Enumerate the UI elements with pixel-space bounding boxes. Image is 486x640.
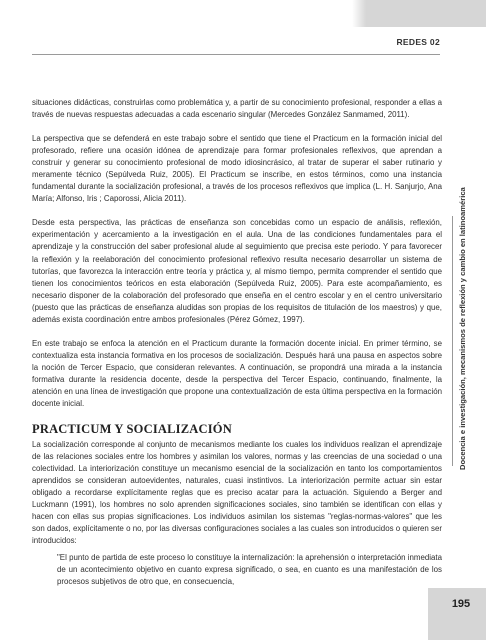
header-rule — [32, 54, 440, 55]
side-title: Docencia e investigación, mecanismos de reflexión y cambio en latinoamérica — [458, 187, 467, 470]
paragraph-3: Desde esta perspectiva, las prácticas de enseñanza son concebidas como un espacio de análisis, reflexión, experimentación y acercamiento a la investigación en el aula. Una de las condiciones fundamentales para el aprendizaje y la construcción del saber profesional alude al seguimiento que precisa este periodo. Y para favorecer la reflexión y la reelaboración del conocimiento profesional reflexivo resulta necesario desarrollar un sistema de tutorías, que favorezca la interacción entre teoría y práctica y, al mismo tiempo, permita comprender el sentido que tienen los conocimientos teóricos en esta elaboración (Sepúlveda Ruiz, 2005). Para este acompañamiento, es necesario disponer de la colaboración del profesorado que enseña en el centro escolar y en el centro universitario (puesto que las prácticas de enseñanza aludidas son propias de los requisitos de titulación de los maestros) y que, además exista coordinación entre ambos profesionales (Pérez Gómez, 1997). — [32, 218, 442, 324]
page-number: 195 — [451, 598, 471, 610]
running-head: REDES 02 — [396, 37, 440, 47]
paragraph-2: La perspectiva que se defenderá en este trabajo sobre el sentido que tiene el Practicum en la formación inicial del profesorado, refiere una ocasión idónea de aprendizaje para formar profesionales reflexivos, que aprendan a construir y generar su conocimiento profesional de modo idiosincrásico, al tratar de superar el saber rutinario y meramente técnico (Sepúlveda Ruiz, 2005). El Practicum se inscribe, en estos términos, como una instancia fundamental durante la socialización profesional, a través de los procesos reflexivos que implica (L. H. Sanjurjo, Ana María; Alfonso, Iris ; Caporossi, Alicia 2011). — [32, 134, 442, 204]
section-title: PRACTICUM Y SOCIALIZACIÓN — [32, 422, 232, 437]
header-corner-block — [366, 0, 486, 27]
side-rule — [452, 216, 453, 466]
block-quote: "El punto de partida de este proceso lo constituye la internalización: la aprehensión o interpretación inmediata de un acontecimiento objetivo en cuanto expresa significado, o sea, en cuanto es una manifestación de los procesos subjetivos de otro que, en consecuencia, — [57, 552, 442, 586]
paragraph-4: En este trabajo se enfoca la atención en el Practicum durante la formación docente inicial. En primer término, se contextualiza esta instancia formativa en los procesos de socialización. Después hará una pausa en aspectos sobre la noción de Tercer Espacio, que consideran relevantes. A continuación, se propondrá una mirada a la instancia formativa durante la residencia docente, desde la perspectiva del Tercer Espacio, continuando, finalmente, la atención en una línea de investigación que propone una contextualización de esta última perspectiva en la formación docente inicial. — [32, 338, 442, 409]
footer-corner-block — [428, 588, 486, 640]
paragraph-1: situaciones didácticas, construirlas como problemática y, a partir de su conocimiento profesional, responder a ellas a través de nuevas respuestas adecuadas a cada escenario singular (Mercedes González Sanmamed, 2011). — [32, 98, 442, 120]
side-title-container — [458, 187, 472, 470]
page-body — [32, 97, 442, 600]
section-paragraph: La socialización corresponde al conjunto de mecanismos mediante los cuales los individuos realizan el aprendizaje de las relaciones sociales entre los hombres y asimilan los valores, normas y las creencias de una sociedad o una colectividad. La interiorización constituye un mecanismo esencial de la socialización en tanto los comportamientos aprendidos se consideran autoevidentes, naturales, cuasi instintivos. La interiorización permite actuar sin estar obligado a recordarse explícitamente reglas que es preciso acatar para la actuación. Siguiendo a Berger and Luckmann (1991), los hombres no solo aprenden significaciones sociales, sino también se identifican con ellas y hacen con ellas sus propias significaciones. Los individuos asimilan los sistemas "reglas-normas-valores" que les son dados, explícitamente o no, por las diversas configuraciones sociales a las cuales son introducidos o quieren ser introducidos: — [32, 440, 442, 546]
